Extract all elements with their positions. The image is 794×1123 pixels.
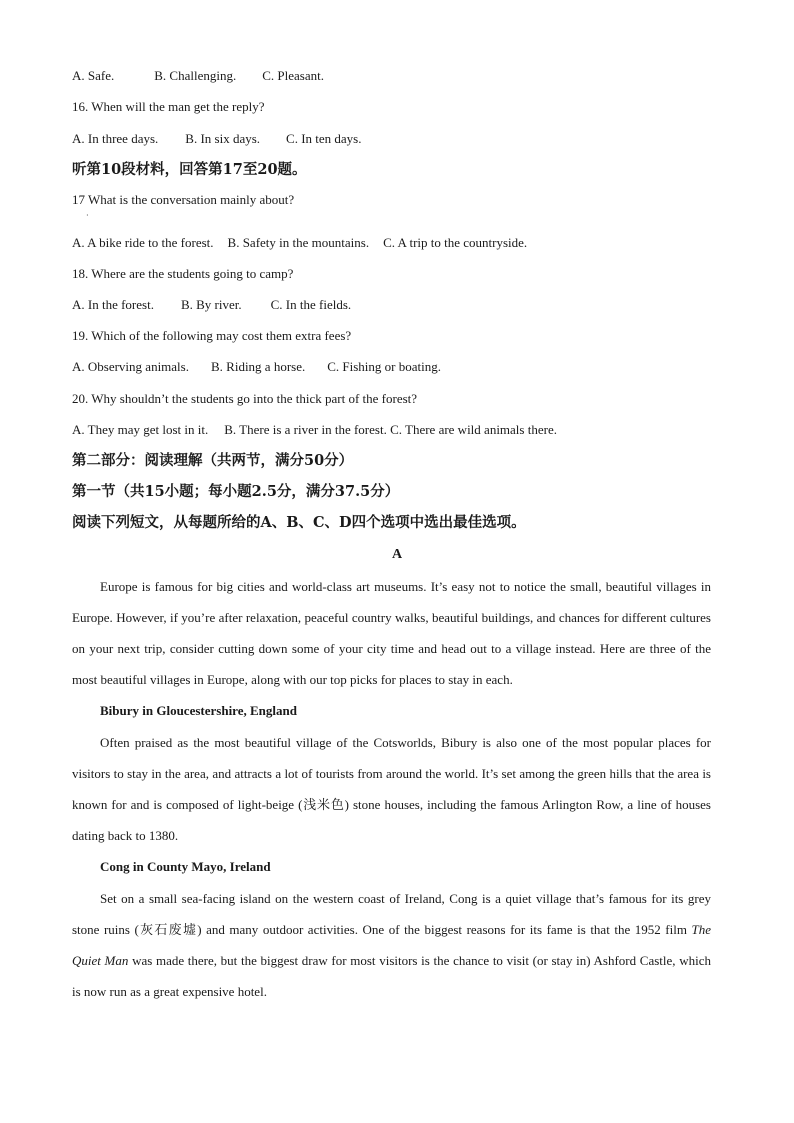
option-a: A. In the forest.	[72, 297, 154, 312]
option-b: B. By river.	[180, 297, 242, 312]
option-b: B. Riding a horse.	[210, 359, 306, 374]
q17-options	[72, 235, 722, 251]
section1-heading: 第一节（共15小题；每小题2.5分，满分37.5分）	[72, 483, 400, 500]
section10-heading: 听第10段材料，回答第17至20题。	[72, 161, 307, 178]
option-c: C. A trip to the countryside.	[383, 235, 528, 250]
option-b: B. There is a river in the forest. C. There are wild animals there.	[224, 422, 557, 437]
q18-options	[72, 297, 722, 313]
instructions: 阅读下列短文，从每题所给的A、B、C、D四个选项中选出最佳选项。	[72, 514, 526, 531]
option-b: B. Challenging.	[154, 68, 237, 83]
option-a: A. Observing animals.	[72, 359, 189, 374]
option-c: C. In the fields.	[270, 297, 352, 312]
q16-question: 16. When will the man get the reply?	[72, 99, 265, 114]
stray-mark: ·	[86, 211, 89, 220]
option-c: C. In ten days.	[286, 131, 362, 146]
q20-question: 20. Why shouldn’t the students go into the thick part of the forest?	[72, 391, 418, 406]
bibury-title: Bibury in Gloucestershire, England	[100, 703, 297, 718]
part2-heading: 第二部分：阅读理解（共两节，满分50分）	[72, 452, 354, 469]
option-c: C. Fishing or boating.	[327, 359, 441, 374]
q18-question: 18. Where are the students going to camp?	[72, 266, 294, 281]
option-a: A. They may get lost in it.	[72, 422, 209, 437]
option-b: B. Safety in the mountains.	[227, 235, 370, 250]
q17-question: 17 What is the conversation mainly about?	[72, 192, 295, 207]
cong-text	[72, 883, 711, 1007]
q19-options	[72, 359, 722, 375]
cong-text-part1: Set on a small sea-facing island on the western coast of Ireland, Cong is a quiet village that’s famous for its grey stone ruins (灰石废墟) and many outdoor activities. One of the biggest reasons for its fame is that the 1952 film	[72, 891, 711, 937]
option-a: A. Safe.	[72, 68, 115, 83]
cong-title: Cong in County Mayo, Ireland	[100, 859, 271, 874]
passage-intro: Europe is famous for big cities and world-class art museums. It’s easy not to notice the small, beautiful villages in Europe. However, if you’re after relaxation, peaceful country walks, beautiful buildings, and chances for different cultures on your next trip, consider cutting down some of your city time and head out to a village instead. Here are three of the most beautiful villages in Europe, along with our top picks for places to stay in each.	[72, 579, 711, 687]
bibury-text: Often praised as the most beautiful village of the Cotsworlds, Bibury is also one of the most popular places for visitors to stay in the area, and attracts a lot of tourists from around the world. It’s set among the green hills that the area is known for and is composed of light-beige (浅米色) stone houses, including the famous Arlington Row, a line of houses dating back to 1380.	[72, 735, 711, 843]
q19-question: 19. Which of the following may cost them extra fees?	[72, 328, 352, 343]
passage-label: A	[391, 547, 403, 562]
cong-text-part2: was made there, but the biggest draw for most visitors is the chance to visit (or stay in) Ashford Castle, which is now run as a great expensive hotel.	[72, 953, 711, 999]
option-a: A. A bike ride to the forest.	[72, 235, 214, 250]
q15-options	[72, 68, 722, 84]
option-b: B. In six days.	[185, 131, 261, 146]
film-title: The Quiet Man	[72, 922, 711, 968]
option-c: C. Pleasant.	[262, 68, 324, 83]
q20-options	[72, 422, 722, 438]
option-a: A. In three days.	[72, 131, 159, 146]
q16-options	[72, 131, 722, 147]
